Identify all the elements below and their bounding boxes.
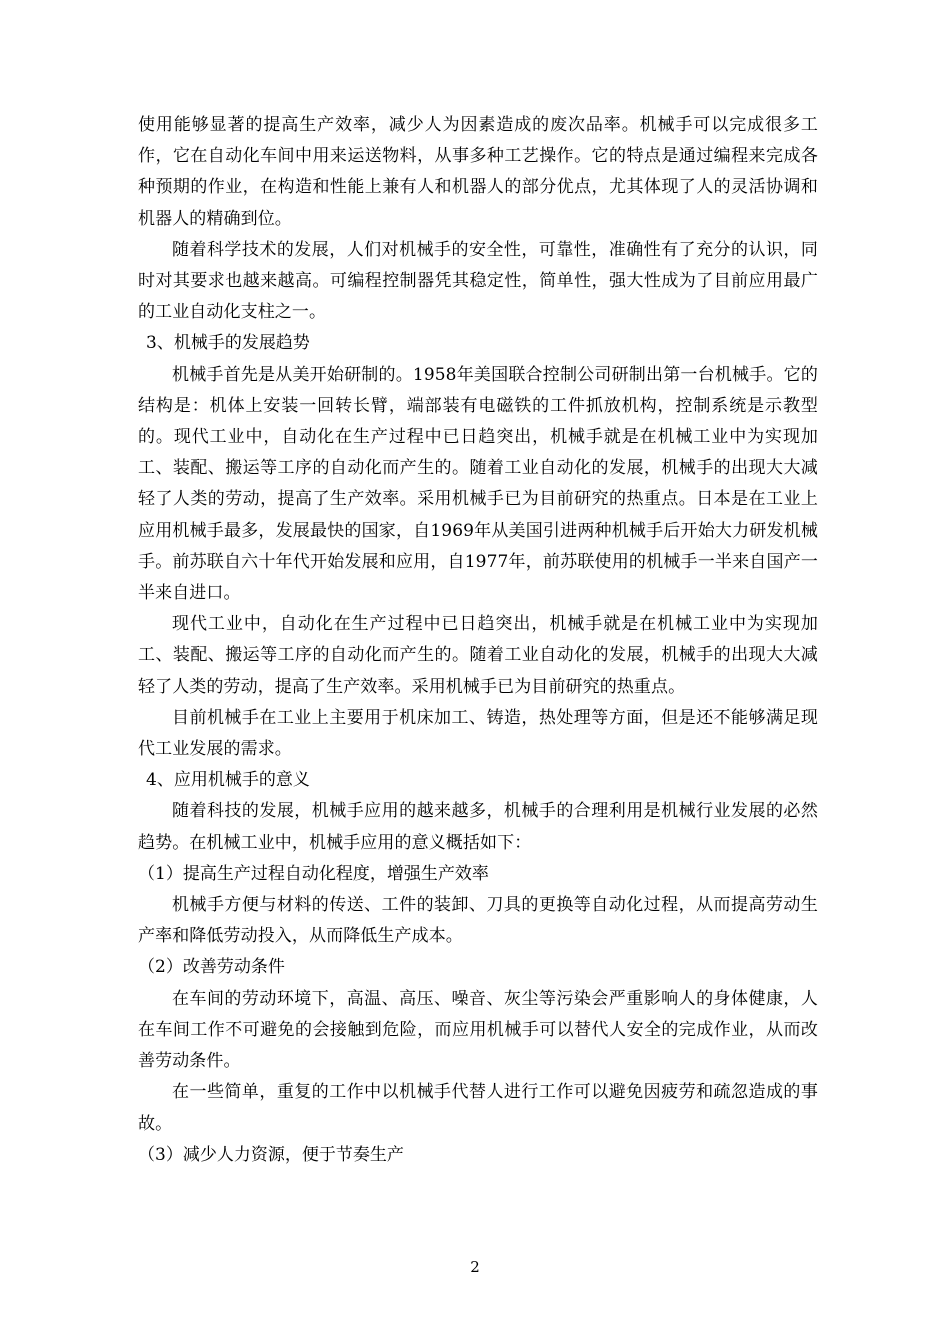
subheading-1: （1）提高生产过程自动化程度，增强生产效率 — [138, 863, 489, 884]
subheading-2: （2）改善劳动条件 — [138, 957, 285, 978]
section-heading-4: 4、应用机械手的意义 — [146, 770, 310, 791]
paragraph-environment: 在车间的劳动环境下，高温、高压、噪音、灰尘等污染会严重影响人的身体健康，人在车间工作不可避免的会接触到危险，而应用机械手可以替代人安全的完成作业，从而改善劳动条件。 — [138, 988, 818, 1072]
paragraph-productivity: 机械手方便与材料的传送、工件的装卸、刀具的更换等自动化过程，从而提高劳动生产率和降低劳动投入，从而降低生产成本。 — [138, 895, 818, 947]
subheading-3: （3）减少人力资源，便于节奏生产 — [138, 1144, 404, 1165]
paragraph-safety: 随着科学技术的发展，人们对机械手的安全性，可靠性，准确性有了充分的认识，同时对其要求也越来越高。可编程控制器凭其稳定性，简单性，强大性成为了目前应用最广的工业自动化支柱之一。 — [138, 239, 818, 323]
paragraph-significance: 随着科技的发展，机械手应用的越来越多，机械手的合理利用是机械行业发展的必然趋势。在机械工业中，机械手应用的意义概括如下： — [138, 801, 818, 853]
page-number: 2 — [470, 1258, 480, 1276]
section-heading-3: 3、机械手的发展趋势 — [146, 333, 310, 354]
paragraph-accidents: 在一些简单，重复的工作中以机械手代替人进行工作可以避免因疲劳和疏忽造成的事故。 — [138, 1082, 818, 1134]
paragraph-intro: 使用能够显著的提高生产效率，减少人为因素造成的废次品率。机械手可以完成很多工作，它在自动化车间中用来运送物料，从事多种工艺操作。它的特点是通过编程来完成各种预期的作业，在构造和性能上兼有人和机器人的部分优点，尤其体现了人的灵活协调和机器人的精确到位。 — [138, 115, 818, 229]
document-body — [138, 110, 818, 1171]
paragraph-current-use: 目前机械手在工业上主要用于机床加工、铸造，热处理等方面，但是还不能够满足现代工业发展的需求。 — [138, 707, 818, 760]
paragraph-history: 机械手首先是从美开始研制的。1958年美国联合控制公司研制出第一台机械手。它的结构是：机体上安装一回转长臂，端部装有电磁铁的工件抓放机构，控制系统是示教型的。现代工业中，自动化在生产过程中已日趋突出，机械手就是在机械工业中为实现加工、装配、搬运等工序的自动化而产生的。随着工业自动化的发展，机械手的出现大大减轻了人类的劳动，提高了生产效率。采用机械手已为目前研究的热重点。日本是在工业上应用机械手最多，发展最快的国家，自1969年从美国引进两种机械手后开始大力研发机械手。前苏联自六十年代开始发展和应用，自1977年，前苏联使用的机械手一半来自国产一半来自进口。 — [138, 364, 818, 604]
paragraph-modern-industry: 现代工业中，自动化在生产过程中已日趋突出，机械手就是在机械工业中为实现加工、装配、搬运等工序的自动化而产生的。随着工业自动化的发展，机械手的出现大大减轻了人类的劳动，提高了生产效率。采用机械手已为目前研究的热重点。 — [138, 614, 818, 697]
